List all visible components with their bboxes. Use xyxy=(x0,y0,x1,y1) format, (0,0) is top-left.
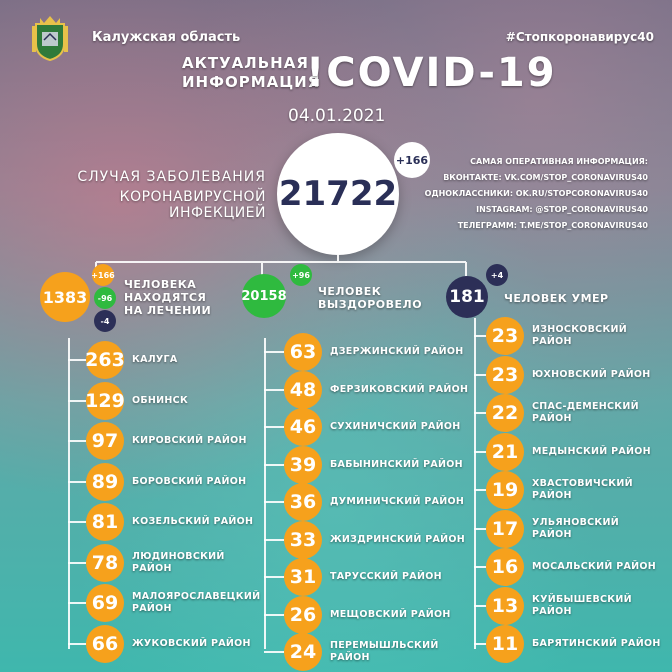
district-connector xyxy=(264,576,284,578)
district-row xyxy=(264,446,474,484)
district-connector xyxy=(474,566,486,568)
district-row xyxy=(264,521,474,559)
district-count: 97 xyxy=(86,422,124,460)
recovered-value: 20158 xyxy=(242,274,286,318)
info-instagram: INSTAGRAM: @STOP_CORONAVIRUS40 xyxy=(476,205,648,214)
info-telegram: ТЕЛЕГРАММ: T.ME/STOP_CORONAVIRUS40 xyxy=(457,221,648,230)
total-cases-label-line2: КОРОНАВИРУСНОЙ ИНФЕКЦИЕЙ xyxy=(119,189,266,221)
district-name: БАРЯТИНСКИЙ РАЙОН xyxy=(532,638,661,649)
recovered-label: ЧЕЛОВЕК ВЫЗДОРОВЕЛО xyxy=(318,285,423,311)
district-row xyxy=(474,510,664,548)
district-count: 46 xyxy=(284,408,322,446)
district-name: ХВАСТОВИЧСКИЙ РАЙОН xyxy=(532,478,633,501)
district-connector xyxy=(264,614,284,616)
district-name: БОРОВСКИЙ РАЙОН xyxy=(132,475,247,487)
died-delta: +4 xyxy=(486,264,508,286)
total-cases-value: 21722 xyxy=(277,133,399,255)
region-name: Калужская область xyxy=(92,30,241,45)
district-name: ЛЮДИНОВСКИЙ РАЙОН xyxy=(132,550,225,574)
district-count: 78 xyxy=(86,544,124,582)
district-row xyxy=(68,422,258,460)
district-count: 16 xyxy=(486,548,524,586)
district-row xyxy=(68,625,258,663)
district-name: ЮХНОВСКИЙ РАЙОН xyxy=(532,368,651,380)
district-connector xyxy=(264,539,284,541)
district-row xyxy=(68,584,261,622)
district-name: ПЕРЕМЫШЛЬСКИЙ РАЙОН xyxy=(330,640,439,663)
district-connector xyxy=(264,464,284,466)
district-connector xyxy=(474,528,486,530)
district-connector xyxy=(474,451,486,453)
district-row xyxy=(474,356,664,394)
info-heading: САМАЯ ОПЕРАТИВНАЯ ИНФОРМАЦИЯ: xyxy=(470,157,648,166)
district-connector xyxy=(474,412,486,414)
treatment-minus-recovered: -96 xyxy=(94,287,116,309)
district-name: ОБНИНСК xyxy=(132,394,189,406)
district-count: 66 xyxy=(86,625,124,663)
treatment-plus: +166 xyxy=(92,264,114,286)
district-count: 31 xyxy=(284,558,322,596)
report-date: 04.01.2021 xyxy=(288,106,386,126)
district-count: 63 xyxy=(284,333,322,371)
covid-title: !COVID-19 xyxy=(306,50,557,96)
total-cases-delta: +166 xyxy=(394,142,430,178)
district-count: 17 xyxy=(486,510,524,548)
district-connector xyxy=(264,651,284,653)
district-connector xyxy=(264,501,284,503)
district-row xyxy=(474,587,664,625)
treatment-label: ЧЕЛОВЕКА НАХОДЯТСЯ НА ЛЕЧЕНИИ xyxy=(124,278,212,317)
district-row xyxy=(264,483,474,521)
district-row xyxy=(264,633,474,671)
district-row xyxy=(474,548,664,586)
district-count: 129 xyxy=(86,382,124,420)
district-count: 33 xyxy=(284,521,322,559)
district-row xyxy=(474,394,664,432)
district-count: 39 xyxy=(284,446,322,484)
district-connector xyxy=(474,605,486,607)
district-name: ЖИЗДРИНСКИЙ РАЙОН xyxy=(330,533,465,545)
district-name: МЕЩОВСКИЙ РАЙОН xyxy=(330,608,451,620)
district-count: 48 xyxy=(284,371,322,409)
district-count: 26 xyxy=(284,596,322,634)
total-cases-label-line1: СЛУЧАЯ ЗАБОЛЕВАНИЯ xyxy=(77,169,266,185)
district-row xyxy=(68,463,258,501)
district-name: МОСАЛЬСКИЙ РАЙОН xyxy=(532,561,657,572)
actual-info-line2: ИНФОРМАЦИЯ xyxy=(182,73,321,91)
district-row xyxy=(68,503,258,541)
district-row xyxy=(68,544,258,582)
district-name: ИЗНОСКОВСКИЙ РАЙОН xyxy=(532,324,628,347)
district-count: 21 xyxy=(486,433,524,471)
district-name: УЛЬЯНОВСКИЙ РАЙОН xyxy=(532,516,619,540)
district-count: 23 xyxy=(486,317,524,355)
district-row xyxy=(264,408,474,446)
district-row xyxy=(474,471,664,509)
district-name: КИРОВСКИЙ РАЙОН xyxy=(132,435,247,446)
district-count: 11 xyxy=(486,625,524,663)
info-vk: ВКОНТАКТЕ: VK.COM/STOP_CORONAVIRUS40 xyxy=(443,173,648,182)
district-row xyxy=(264,371,474,409)
district-row xyxy=(264,558,474,596)
hashtag-label: #Стопкоронавирус40 xyxy=(505,30,654,44)
district-connector xyxy=(68,481,86,483)
district-row xyxy=(474,625,664,663)
died-label: ЧЕЛОВЕК УМЕР xyxy=(504,292,609,305)
district-name: МАЛОЯРОСЛАВЕЦКИЙ РАЙОН xyxy=(132,591,261,614)
district-connector xyxy=(68,400,86,402)
district-connector xyxy=(68,602,86,604)
treatment-value: 1383 xyxy=(40,272,90,322)
district-connector xyxy=(68,643,86,645)
district-name: КАЛУГА xyxy=(132,354,178,365)
district-count: 69 xyxy=(86,584,124,622)
district-count: 81 xyxy=(86,503,124,541)
district-name: ДЗЕРЖИНСКИЙ РАЙОН xyxy=(330,346,464,357)
info-ok: ОДНОКЛАССНИКИ: OK.RU/STOPCORONAVIRUS40 xyxy=(424,189,648,198)
district-connector xyxy=(474,374,486,376)
actual-info-line1: АКТУАЛЬНАЯ xyxy=(182,54,309,72)
recovered-delta: +96 xyxy=(290,264,312,286)
district-count: 89 xyxy=(86,463,124,501)
district-row xyxy=(264,596,474,634)
district-connector xyxy=(474,335,486,337)
district-name: КУЙБЫШЕВСКИЙ РАЙОН xyxy=(532,593,632,617)
district-name: МЕДЫНСКИЙ РАЙОН xyxy=(532,445,651,457)
district-name: СПАС-ДЕМЕНСКИЙ РАЙОН xyxy=(532,401,639,424)
district-connector xyxy=(68,521,86,523)
district-row xyxy=(474,317,664,355)
died-value: 181 xyxy=(446,276,488,318)
district-connector xyxy=(68,359,86,361)
treatment-minus-died: -4 xyxy=(94,310,116,332)
district-connector xyxy=(264,426,284,428)
district-connector xyxy=(264,351,284,353)
district-name: БАБЫНИНСКИЙ РАЙОН xyxy=(330,458,463,470)
district-connector xyxy=(68,562,86,564)
district-row xyxy=(474,433,664,471)
district-count: 23 xyxy=(486,356,524,394)
district-count: 22 xyxy=(486,394,524,432)
district-connector xyxy=(264,389,284,391)
district-row xyxy=(264,333,474,371)
district-row xyxy=(68,341,258,379)
district-name: КОЗЕЛЬСКИЙ РАЙОН xyxy=(132,516,254,527)
district-name: ТАРУССКИЙ РАЙОН xyxy=(330,571,442,582)
district-count: 19 xyxy=(486,471,524,509)
district-name: ДУМИНИЧСКИЙ РАЙОН xyxy=(330,496,465,507)
district-count: 24 xyxy=(284,633,322,671)
district-row xyxy=(68,382,258,420)
district-name: СУХИНИЧСКИЙ РАЙОН xyxy=(330,421,461,432)
district-connector xyxy=(474,489,486,491)
district-name: ЖУКОВСКИЙ РАЙОН xyxy=(132,637,251,649)
district-count: 263 xyxy=(86,341,124,379)
district-name: ФЕРЗИКОВСКИЙ РАЙОН xyxy=(330,383,469,395)
district-count: 13 xyxy=(486,587,524,625)
district-connector xyxy=(474,643,486,645)
district-connector xyxy=(68,440,86,442)
district-count: 36 xyxy=(284,483,322,521)
